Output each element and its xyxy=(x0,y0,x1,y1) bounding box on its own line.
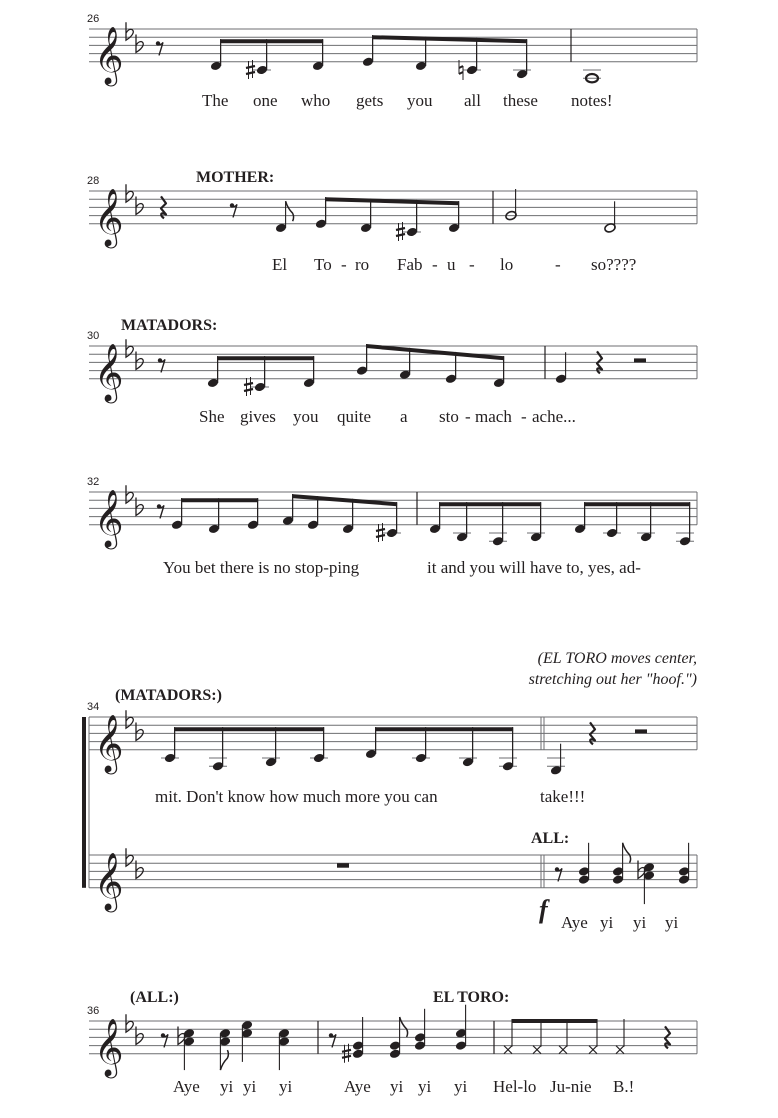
lyric-syllable: gets xyxy=(356,91,384,110)
eighth-flag xyxy=(286,201,294,221)
stage-direction: stretching out her "hoof.") xyxy=(528,671,697,688)
natural-stroke xyxy=(459,72,463,74)
dynamic-forte: f xyxy=(539,895,548,924)
x-notehead-icon xyxy=(504,1046,512,1054)
staff-system xyxy=(87,169,697,274)
lyric-syllable: Hel-lo xyxy=(493,1077,537,1096)
treble-clef-icon: 𝄞 xyxy=(94,851,124,910)
role-label: EL TORO: xyxy=(433,989,510,1006)
lyric-syllable: yi xyxy=(600,913,614,932)
beam xyxy=(584,502,690,506)
measure-number: 28 xyxy=(87,175,100,187)
treble-clef-icon: 𝄞 xyxy=(94,1017,124,1076)
sharp-stroke xyxy=(246,72,255,74)
staff-system xyxy=(87,989,697,1096)
staff-system xyxy=(87,13,697,110)
beam xyxy=(174,727,324,731)
lyric-syllable: yi xyxy=(454,1077,468,1096)
lyric-syllable: notes! xyxy=(571,91,613,110)
beam xyxy=(439,502,541,506)
lyric-syllable: - xyxy=(521,407,527,426)
lyric-syllable: lo xyxy=(500,255,514,274)
eighth-flag xyxy=(623,843,631,863)
beam xyxy=(181,498,258,502)
lyric-syllable: mach xyxy=(475,407,512,426)
lyric-syllable: who xyxy=(301,91,331,110)
sharp-stroke xyxy=(246,66,255,68)
sharp-stroke xyxy=(376,529,385,531)
sharp-stroke xyxy=(244,389,253,391)
lyric-syllable: - xyxy=(555,255,561,274)
role-label: (MATADORS:) xyxy=(115,687,222,704)
lyric-syllable: one xyxy=(253,91,278,110)
lyric-syllable: - xyxy=(341,255,347,274)
lyric-syllable: - xyxy=(432,255,438,274)
lyric-syllable: Ju-nie xyxy=(550,1077,592,1096)
lyric-syllable: all xyxy=(464,91,481,110)
lyric-syllable: you xyxy=(407,91,433,110)
lyric-syllable: The xyxy=(202,91,229,110)
lyric-syllable: you xyxy=(293,407,319,426)
half-rest-icon xyxy=(635,729,647,733)
whole-rest-icon xyxy=(337,863,349,868)
system-bracket xyxy=(82,717,86,888)
x-notehead-icon xyxy=(589,1046,597,1054)
natural-stroke xyxy=(459,66,463,68)
lyric-syllable: a xyxy=(400,407,408,426)
beam xyxy=(375,727,513,731)
eighth-flag xyxy=(220,1050,228,1070)
sharp-stroke xyxy=(342,1056,351,1058)
lyric-syllable: yi xyxy=(418,1077,432,1096)
lyric-syllable: B.! xyxy=(613,1077,635,1096)
lyric-syllable: ache... xyxy=(532,407,576,426)
x-notehead-icon xyxy=(616,1046,624,1054)
measure-number: 36 xyxy=(87,1005,100,1017)
beam xyxy=(325,197,459,205)
role-label: (ALL:) xyxy=(130,989,179,1006)
lyric-syllable: mit. Don't know how much more you can xyxy=(155,787,438,806)
lyric-syllable: so???? xyxy=(591,255,637,274)
treble-clef-icon: 𝄞 xyxy=(94,187,124,246)
beam xyxy=(372,35,527,43)
lyric-syllable: yi xyxy=(633,913,647,932)
measure-number: 34 xyxy=(87,701,100,713)
x-notehead-icon xyxy=(533,1046,541,1054)
lyric-syllable: yi xyxy=(243,1077,257,1096)
lyric-syllable: She xyxy=(199,407,225,426)
beam xyxy=(217,356,314,360)
lyric-syllable: it and you will have to, yes, ad- xyxy=(427,558,641,577)
natural-icon xyxy=(459,60,463,80)
staff-system xyxy=(89,830,697,932)
treble-clef-icon: 𝄞 xyxy=(94,342,124,401)
beam xyxy=(512,1019,598,1023)
lyric-syllable: El xyxy=(272,255,288,274)
measure-number: 26 xyxy=(87,13,100,25)
lyric-syllable: these xyxy=(503,91,538,110)
beam xyxy=(220,39,323,43)
staff-system xyxy=(87,650,697,806)
stage-direction: (EL TORO moves center, xyxy=(537,650,697,667)
sharp-stroke xyxy=(244,383,253,385)
half-rest-icon xyxy=(634,358,646,362)
lyric-syllable: u xyxy=(447,255,456,274)
lyric-syllable: You bet there is no stop-ping xyxy=(163,558,360,577)
x-notehead-icon xyxy=(559,1046,567,1054)
lyric-syllable: gives xyxy=(240,407,276,426)
lyric-syllable: yi xyxy=(279,1077,293,1096)
lyric-syllable: yi xyxy=(390,1077,404,1096)
sharp-stroke xyxy=(396,234,405,236)
sharp-stroke xyxy=(342,1050,351,1052)
staff-system xyxy=(87,317,697,426)
treble-clef-icon: 𝄞 xyxy=(94,25,124,84)
measure-number: 30 xyxy=(87,330,100,342)
lyric-syllable: sto xyxy=(439,407,459,426)
role-label: MATADORS: xyxy=(121,317,218,334)
staff-system xyxy=(87,476,697,577)
measure-number: 32 xyxy=(87,476,100,488)
lyric-syllable: ro xyxy=(355,255,370,274)
lyric-syllable: yi xyxy=(220,1077,234,1096)
lyric-syllable: Aye xyxy=(561,913,588,932)
role-label: MOTHER: xyxy=(196,169,275,186)
treble-clef-icon: 𝄞 xyxy=(94,713,124,772)
role-label: ALL: xyxy=(531,830,570,847)
lyric-syllable: take!!! xyxy=(540,787,586,806)
lyric-syllable: Fab xyxy=(397,255,423,274)
lyric-syllable: yi xyxy=(665,913,679,932)
lyric-syllable: Aye xyxy=(173,1077,200,1096)
lyric-syllable: - xyxy=(465,407,471,426)
lyric-syllable: - xyxy=(469,255,475,274)
eighth-flag xyxy=(400,1017,408,1037)
sharp-stroke xyxy=(376,535,385,537)
lyric-syllable: Aye xyxy=(344,1077,371,1096)
lyric-syllable: To xyxy=(314,255,332,274)
treble-clef-icon: 𝄞 xyxy=(94,488,124,547)
sharp-stroke xyxy=(396,228,405,230)
lyric-syllable: quite xyxy=(337,407,371,426)
